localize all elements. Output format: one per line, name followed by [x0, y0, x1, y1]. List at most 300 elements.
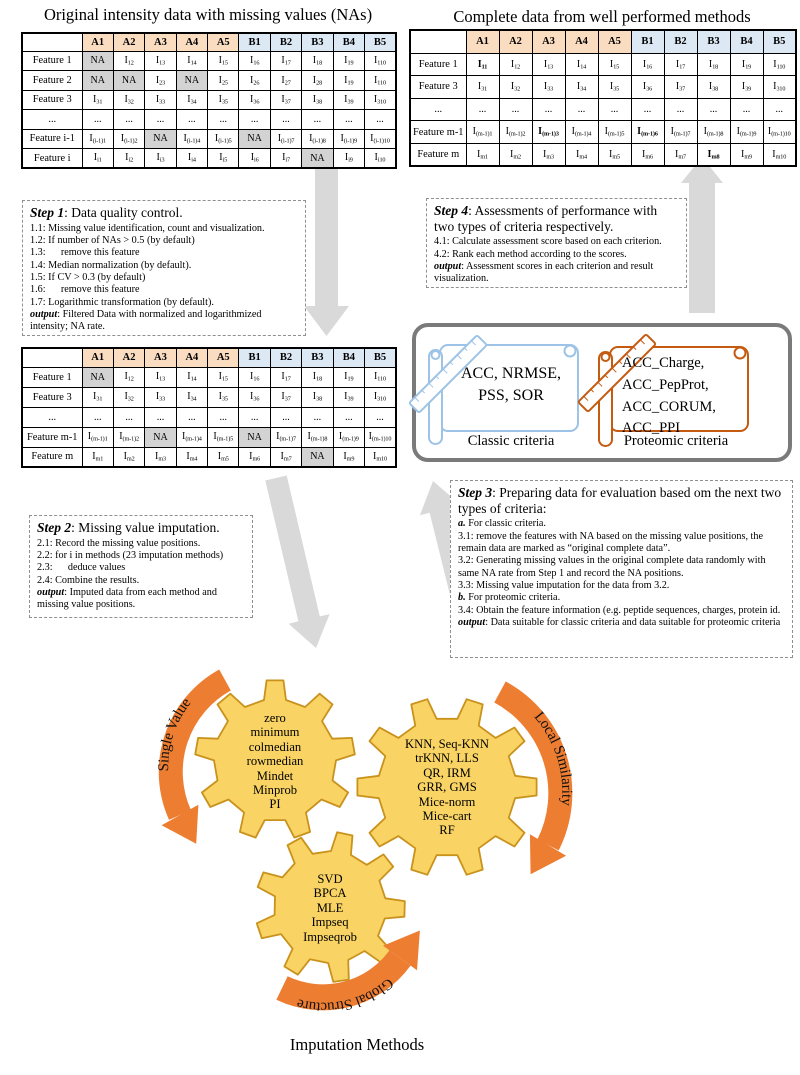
data-cell: $I_{31}$ [466, 76, 499, 99]
step-line: 4.1: Calculate assessment score based on each criterion. [434, 236, 662, 248]
data-cell: $I_{28}$ [302, 71, 333, 91]
data-cell: ... [239, 110, 270, 130]
step-line: output: Imputed data from each method and missing value positions. [37, 587, 220, 611]
column-header: B3 [302, 33, 333, 51]
row-label: Feature 3 [22, 387, 82, 407]
data-cell: $I_{310}$ [763, 76, 796, 99]
data-cell: $I_{12}$ [499, 53, 532, 76]
text-line: minimum [250, 725, 300, 740]
text-line: Impseqrob [303, 929, 357, 944]
classic-criteria-label: Classic criteria [467, 433, 555, 449]
row-label: ... [22, 110, 82, 130]
data-cell: $I_{(m-1)4}$ [565, 121, 598, 144]
step-line: 1.7: Logarithmic transformation (by default). [30, 296, 214, 308]
data-cell: $I_{(i-1)5}$ [208, 129, 239, 149]
data-cell: $I_{32}$ [499, 76, 532, 99]
column-header: B4 [333, 33, 364, 51]
text-line: KNN, Seq-KNN [405, 737, 489, 751]
column-header: A3 [145, 348, 176, 367]
data-cell: $I_{m7}$ [664, 143, 697, 166]
table-row [22, 51, 396, 71]
na-cell: NA [176, 71, 207, 91]
column-header: B5 [365, 348, 396, 367]
data-cell: $I_{m2}$ [499, 143, 532, 166]
right-table-title: Complete data from well performed methods [453, 7, 751, 26]
column-header: B3 [302, 348, 333, 367]
row-label: Feature m [410, 143, 466, 166]
column-header: B1 [239, 33, 270, 51]
data-cell: $I_{34}$ [565, 76, 598, 99]
data-cell: ... [82, 407, 113, 427]
data-cell: $I_{33}$ [145, 90, 176, 110]
row-label: Feature 1 [22, 367, 82, 387]
data-cell: $I_{(m-1)4}$ [176, 427, 207, 447]
data-cell: ... [598, 98, 631, 121]
data-cell: $I_{(m-1)7}$ [664, 121, 697, 144]
data-cell: $I_{m10}$ [763, 143, 796, 166]
local-similarity-label: Local Similarity [530, 709, 574, 807]
row-label: Feature 3 [22, 90, 82, 110]
data-cell: $I_{37}$ [270, 387, 301, 407]
data-cell: $I_{m3}$ [532, 143, 565, 166]
step-line: 2.1: Record the missing value positions. [37, 537, 201, 549]
column-header: B4 [333, 348, 364, 367]
data-cell: $I_{19}$ [730, 53, 763, 76]
data-cell: $I_{35}$ [208, 387, 239, 407]
column-header: A4 [176, 33, 207, 51]
data-cell: $I_{(m-1)8}$ [697, 121, 730, 144]
data-cell: $I_{i7}$ [270, 149, 301, 169]
na-cell: NA [82, 367, 113, 387]
step2-title: Step 2: Missing value imputation. [37, 520, 220, 535]
data-cell: $I_{36}$ [239, 387, 270, 407]
data-cell: ... [466, 98, 499, 121]
na-cell: NA [302, 447, 333, 467]
column-header: B1 [239, 348, 270, 367]
step-line: 1.3: remove this feature [30, 247, 140, 259]
data-cell: $I_{13}$ [145, 367, 176, 387]
data-cell: $I_{m8}$ [697, 143, 730, 166]
data-cell: $I_{m5}$ [208, 447, 239, 467]
data-cell: $I_{14}$ [565, 53, 598, 76]
step-line: 2.2: for i in methods (23 imputation methods) [37, 550, 224, 561]
data-cell: $I_{14}$ [176, 51, 207, 71]
data-cell: $I_{(m-1)6}$ [631, 121, 664, 144]
table-row [22, 71, 396, 91]
row-label: Feature m [22, 447, 82, 467]
column-header: A2 [499, 30, 532, 53]
data-cell: $I_{15}$ [208, 51, 239, 71]
data-cell: ... [565, 98, 598, 121]
column-header: A3 [532, 30, 565, 53]
data-cell: $I_{(m-1)3}$ [532, 121, 565, 144]
column-header: A5 [208, 33, 239, 51]
data-cell: $I_{m9}$ [730, 143, 763, 166]
data-cell: $I_{m10}$ [365, 447, 396, 467]
local-similarity-methods [377, 737, 517, 838]
column-header: B2 [270, 33, 301, 51]
classic-criteria-text [446, 363, 576, 408]
data-cell: $I_{(m-1)1}$ [82, 427, 113, 447]
text-line: RF [439, 823, 455, 838]
criteria-box [412, 323, 792, 462]
data-cell: $I_{39}$ [333, 387, 364, 407]
step1-box [22, 200, 306, 336]
step-line: 1.1: Missing value identification, count and visualization. [30, 222, 265, 234]
column-header: A2 [113, 348, 144, 367]
data-cell: $I_{i6}$ [239, 149, 270, 169]
data-cell: $I_{(i-1)7}$ [270, 129, 301, 149]
data-cell: $I_{13}$ [532, 53, 565, 76]
column-header: B4 [730, 30, 763, 53]
row-label: Feature 2 [22, 71, 82, 91]
data-cell: $I_{(m-1)7}$ [270, 427, 301, 447]
data-cell: ... [113, 407, 144, 427]
data-cell: $I_{16}$ [631, 53, 664, 76]
corner-cell [22, 33, 82, 51]
data-cell: $I_{m6}$ [239, 447, 270, 467]
data-cell: $I_{i1}$ [82, 149, 113, 169]
row-label: Feature 3 [410, 76, 466, 99]
data-cell: $I_{36}$ [631, 76, 664, 99]
step-line: 1.4: Median normalization (by default). [30, 259, 192, 271]
text-line: GRR, GMS [417, 780, 477, 795]
step4-box [426, 198, 687, 288]
text-line: PSS, SOR [478, 387, 544, 405]
data-cell: ... [82, 110, 113, 130]
step3-box [450, 480, 793, 658]
row-label: ... [410, 98, 466, 121]
data-cell: ... [176, 407, 207, 427]
text-line: ACC_PPI [622, 420, 681, 437]
text-line: ACC_CORUM, [622, 398, 716, 415]
data-cell: $I_{27}$ [270, 71, 301, 91]
text-line: Mindet [256, 768, 294, 783]
step-line: 3.2: Generating missing values in the original complete data randomly with same NA rate from Step 1 and record the NA positions. [458, 555, 769, 579]
step-line: 4.2: Rank each method according to the scores. [434, 248, 627, 260]
text-line: ACC_PepProt, [622, 376, 709, 393]
data-cell: $I_{m1}$ [82, 447, 113, 467]
column-header: B3 [697, 30, 730, 53]
data-cell: $I_{(m-1)10}$ [763, 121, 796, 144]
data-cell: $I_{(i-1)8}$ [302, 129, 333, 149]
single-value-label: Single Value [156, 695, 195, 772]
column-header: B2 [270, 348, 301, 367]
data-cell: $I_{(i-1)1}$ [82, 129, 113, 149]
table-row [410, 53, 796, 76]
table-row [410, 76, 796, 99]
step-line: 3.3: Missing value imputation for the data from 3.2. [458, 580, 670, 592]
data-cell: ... [302, 110, 333, 130]
column-header: B5 [763, 30, 796, 53]
data-cell: $I_{310}$ [365, 90, 396, 110]
data-cell: $I_{(i-1)4}$ [176, 129, 207, 149]
data-cell: $I_{(m-1)9}$ [333, 427, 364, 447]
data-cell: ... [333, 407, 364, 427]
data-cell: $I_{17}$ [270, 367, 301, 387]
table-row [22, 129, 396, 149]
column-header: A5 [598, 30, 631, 53]
data-cell: $I_{33}$ [532, 76, 565, 99]
column-header: A1 [466, 30, 499, 53]
data-cell: $I_{110}$ [763, 53, 796, 76]
data-cell: $I_{(m-1)10}$ [365, 427, 396, 447]
data-cell: $I_{36}$ [239, 90, 270, 110]
data-cell: $I_{m4}$ [565, 143, 598, 166]
data-cell: $I_{12}$ [113, 367, 144, 387]
table-row [22, 367, 396, 387]
data-cell: $I_{31}$ [82, 90, 113, 110]
row-label: Feature i-1 [22, 129, 82, 149]
proteomic-criteria-text [622, 353, 746, 440]
data-cell: $I_{35}$ [208, 90, 239, 110]
data-cell: $I_{33}$ [145, 387, 176, 407]
step3-title: Step 3: Preparing data for evaluation based om the next two types of criteria: [458, 485, 782, 516]
column-header: A5 [208, 348, 239, 367]
data-cell: $I_{i9}$ [333, 149, 364, 169]
data-cell: ... [697, 98, 730, 121]
single-value-methods [215, 711, 335, 812]
data-cell: ... [208, 407, 239, 427]
data-cell: $I_{m1}$ [466, 143, 499, 166]
data-cell: $I_{25}$ [208, 71, 239, 91]
data-cell: $I_{16}$ [239, 367, 270, 387]
data-cell: $I_{110}$ [365, 51, 396, 71]
text-line: Impseq [311, 915, 349, 930]
data-cell: $I_{39}$ [730, 76, 763, 99]
data-cell: $I_{i10}$ [365, 149, 396, 169]
text-line: PI [269, 797, 281, 812]
row-label: Feature m-1 [410, 121, 466, 144]
data-cell: $I_{19}$ [333, 367, 364, 387]
text-line: QR, IRM [423, 765, 471, 780]
data-cell: $I_{m5}$ [598, 143, 631, 166]
na-cell: NA [82, 71, 113, 91]
data-cell: $I_{31}$ [82, 387, 113, 407]
table-row [22, 90, 396, 110]
column-header: A1 [82, 33, 113, 51]
data-cell: $I_{35}$ [598, 76, 631, 99]
data-cell: ... [333, 110, 364, 130]
data-cell: $I_{37}$ [664, 76, 697, 99]
data-cell: $I_{32}$ [113, 90, 144, 110]
data-cell: $I_{15}$ [598, 53, 631, 76]
data-cell: $I_{38}$ [302, 387, 333, 407]
text-line: colmedian [248, 739, 302, 754]
data-cell: $I_{(i-1)10}$ [365, 129, 396, 149]
step-line: 3.1: remove the features with NA based on the missing value positions, the remain data are marked as “original complete data”. [458, 530, 766, 554]
column-header: A2 [113, 33, 144, 51]
data-cell: $I_{(m-1)9}$ [730, 121, 763, 144]
data-cell: $I_{110}$ [365, 71, 396, 91]
data-cell: $I_{32}$ [113, 387, 144, 407]
text-line: trKNN, LLS [415, 751, 479, 766]
text-line: SVD [317, 872, 343, 886]
data-cell: $I_{39}$ [333, 90, 364, 110]
data-cell: $I_{m2}$ [113, 447, 144, 467]
data-cell: $I_{17}$ [664, 53, 697, 76]
step-line: 2.4: Combine the results. [37, 574, 140, 586]
table-row [410, 98, 796, 121]
figure-caption: Imputation Methods [289, 1035, 425, 1054]
data-cell: ... [365, 407, 396, 427]
data-cell: $I_{11}$ [466, 53, 499, 76]
data-cell: ... [664, 98, 697, 121]
text-line: ACC, NRMSE, [460, 365, 562, 382]
row-label: ... [22, 407, 82, 427]
row-label: Feature 1 [410, 53, 466, 76]
step-line: output: Data suitable for classic criteria and data suitable for proteomic criteria [458, 617, 781, 629]
text-line: Minprob [252, 783, 298, 798]
data-cell: $I_{i4}$ [176, 149, 207, 169]
column-header: A4 [565, 30, 598, 53]
proteomic-criteria-label: Proteomic criteria [623, 433, 729, 449]
data-cell: $I_{(m-1)1}$ [466, 121, 499, 144]
corner-cell [22, 348, 82, 367]
original-data-table [21, 32, 397, 169]
filtered-data-table [21, 347, 397, 468]
header-row [22, 348, 396, 367]
table-row [22, 407, 396, 427]
data-cell: $I_{19}$ [333, 51, 364, 71]
table-row [410, 143, 796, 166]
text-line: Mice-cart [422, 809, 472, 824]
data-cell: $I_{18}$ [302, 51, 333, 71]
data-cell: $I_{m9}$ [333, 447, 364, 467]
text-line: Mice-norm [418, 794, 476, 809]
arrow-filtered-to-gears [265, 476, 329, 649]
data-cell: $I_{m4}$ [176, 447, 207, 467]
data-cell: $I_{m7}$ [270, 447, 301, 467]
data-cell: $I_{15}$ [208, 367, 239, 387]
data-cell: $I_{i5}$ [208, 149, 239, 169]
table-row [22, 427, 396, 447]
data-cell: ... [145, 407, 176, 427]
data-cell: $I_{m3}$ [145, 447, 176, 467]
na-cell: NA [239, 129, 270, 149]
column-header: B1 [631, 30, 664, 53]
data-cell: $I_{i2}$ [113, 149, 144, 169]
data-cell: ... [763, 98, 796, 121]
na-cell: NA [239, 427, 270, 447]
table-row [410, 121, 796, 144]
na-cell: NA [145, 129, 176, 149]
data-cell: $I_{13}$ [145, 51, 176, 71]
header-row [22, 33, 396, 51]
data-cell: $I_{(m-1)2}$ [499, 121, 532, 144]
data-cell: $I_{18}$ [302, 367, 333, 387]
data-cell: $I_{34}$ [176, 90, 207, 110]
step-line: 1.2: If number of NAs > 0.5 (by default) [30, 235, 195, 246]
row-label: Feature 1 [22, 51, 82, 71]
data-cell: $I_{(m-1)5}$ [208, 427, 239, 447]
data-cell: ... [270, 407, 301, 427]
data-cell: ... [145, 110, 176, 130]
column-header: A4 [176, 348, 207, 367]
data-cell: $I_{(m-1)2}$ [113, 427, 144, 447]
data-cell: ... [532, 98, 565, 121]
table-row [22, 387, 396, 407]
step-line: 2.3: deduce values [37, 562, 126, 574]
data-cell: $I_{23}$ [145, 71, 176, 91]
data-cell: $I_{(i-1)2}$ [113, 129, 144, 149]
step-line: a. For classic criteria. [458, 518, 546, 530]
step-line: 3.4: Obtain the feature information (e.g. peptide sequences, charges, protein id. [458, 604, 781, 616]
na-cell: NA [302, 149, 333, 169]
arrow-criteria-to-complete [681, 157, 723, 313]
data-cell: ... [499, 98, 532, 121]
row-label: Feature m-1 [22, 427, 82, 447]
data-cell: ... [302, 407, 333, 427]
text-line: zero [264, 711, 286, 725]
data-cell: ... [113, 110, 144, 130]
data-cell: ... [208, 110, 239, 130]
data-cell: $I_{17}$ [270, 51, 301, 71]
corner-cell [410, 30, 466, 53]
data-cell: $I_{i3}$ [145, 149, 176, 169]
row-label: Feature i [22, 149, 82, 169]
data-cell: $I_{m6}$ [631, 143, 664, 166]
data-cell: ... [239, 407, 270, 427]
data-cell: $I_{(i-1)9}$ [333, 129, 364, 149]
step-line: 1.5: If CV > 0.3 (by default) [30, 272, 146, 284]
data-cell: ... [176, 110, 207, 130]
step-line: 1.6: remove this feature [30, 284, 140, 296]
data-cell: ... [631, 98, 664, 121]
step-line: output: Filtered Data with normalized and logarithmized intensity; NA rate. [30, 309, 264, 333]
left-table-title: Original intensity data with missing values (NAs) [43, 5, 373, 24]
column-header: A1 [82, 348, 113, 367]
global-structure-methods [270, 872, 390, 944]
data-cell: $I_{12}$ [113, 51, 144, 71]
arrow-original-to-filtered [304, 168, 349, 336]
data-cell: ... [270, 110, 301, 130]
data-cell: $I_{38}$ [697, 76, 730, 99]
data-cell: $I_{19}$ [333, 71, 364, 91]
global-structure-label: Global Structure [295, 974, 396, 1015]
data-cell: $I_{(m-1)8}$ [302, 427, 333, 447]
data-cell: $I_{(m-1)5}$ [598, 121, 631, 144]
text-line: rowmedian [246, 754, 304, 769]
step1-title: Step 1: Data quality control. [30, 205, 183, 220]
data-cell: $I_{16}$ [239, 51, 270, 71]
data-cell: ... [730, 98, 763, 121]
data-cell: $I_{26}$ [239, 71, 270, 91]
text-line: MLE [316, 900, 344, 915]
data-cell: $I_{18}$ [697, 53, 730, 76]
data-cell: $I_{14}$ [176, 367, 207, 387]
column-header: A3 [145, 33, 176, 51]
table-row [22, 447, 396, 467]
header-row [410, 30, 796, 53]
data-cell: $I_{110}$ [365, 367, 396, 387]
na-cell: NA [145, 427, 176, 447]
table-row [22, 110, 396, 130]
table-row [22, 149, 396, 169]
column-header: B5 [365, 33, 396, 51]
column-header: B2 [664, 30, 697, 53]
data-cell: $I_{38}$ [302, 90, 333, 110]
step-line: b. For proteomic criteria. [458, 592, 561, 604]
data-cell: $I_{310}$ [365, 387, 396, 407]
na-cell: NA [113, 71, 144, 91]
data-cell: $I_{34}$ [176, 387, 207, 407]
text-line: ACC_Charge, [622, 355, 705, 371]
step4-title: Step 4: Assessments of performance with two types of criteria respectively. [434, 203, 658, 234]
text-line: BPCA [313, 886, 347, 901]
na-cell: NA [82, 51, 113, 71]
step-line: output: Assessment scores in each criterion and result visualization. [434, 261, 656, 285]
